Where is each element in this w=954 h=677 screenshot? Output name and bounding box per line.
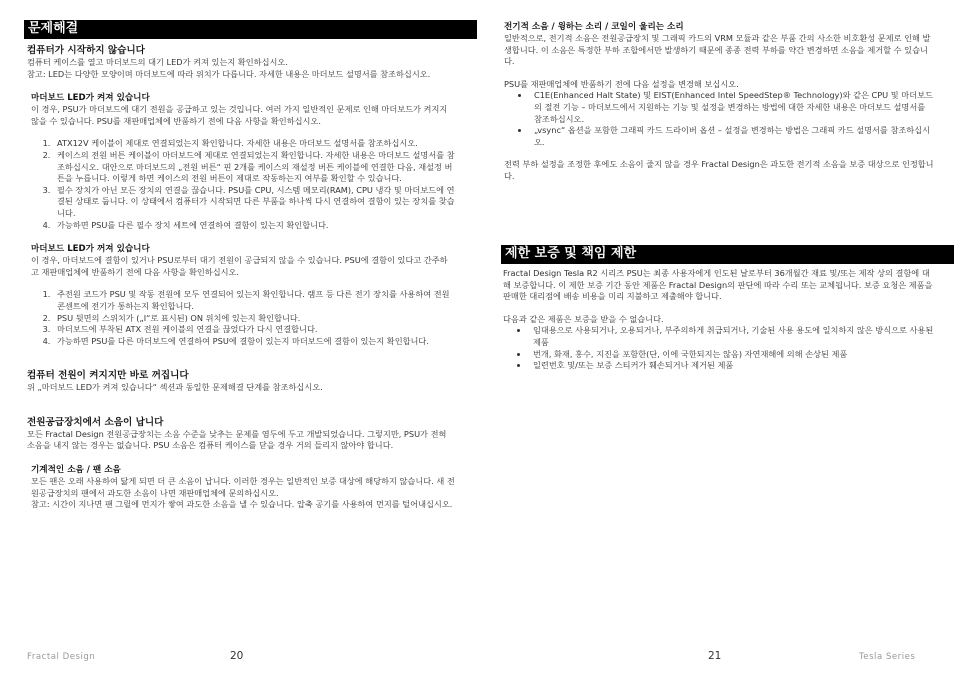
list-item: 1. ATX12V 케이블이 제대로 연결되었는지 확인합니다. 자세한 내용은 마더보드 설명서를 참조하십시오. — [53, 138, 455, 150]
paragraph: 이 경우, PSU가 마더보드에 대기 전원을 공급하고 있는 것입니다. 여러 가지 일반적인 문제로 인해 마더보드가 켜지지 않을 수 있습니다. PSU를 재판매업체에 반품하기 전에 다음 사항을 확인하십시오. — [31, 104, 448, 126]
heading-electrical-noise: 전기적 소음 / 윙하는 소리 / 코일이 울리는 소리 — [504, 22, 684, 32]
footer-brand: Fractal Design — [27, 652, 96, 662]
page-number: 21 — [708, 650, 722, 662]
page-number: 20 — [230, 650, 244, 662]
section-banner-warranty — [501, 245, 954, 264]
list-item: • „vsync“ 옵션을 포함한 그래픽 카드 드라이버 옵션 – 설정을 변경하는 방법은 그래픽 카드 설명서를 참조하십시오. — [530, 125, 934, 148]
right-content-top — [504, 22, 934, 183]
paragraph: PSU를 재판매업체에 반품하기 전에 다음 설정을 변경해 보십시오. — [504, 78, 739, 89]
page-21 — [477, 0, 954, 677]
settings-list — [504, 90, 934, 148]
paragraph: 모든 Fractal Design 전원공급장치는 소음 수준을 낮추는 문제를 염두에 두고 개발되었습니다. 그렇지만, PSU가 전혀 소음을 내지 않는 경우는 없습니다. PSU 소음은 컴퓨터 케이스를 닫을 경우 거의 들리지 않아야 합니다. — [27, 428, 447, 451]
heading-psu-noise: 전원공급장치에서 소음이 납니다 — [27, 416, 164, 428]
heading-mb-led-on: 마더보드 LED가 켜져 있습니다 — [31, 93, 150, 104]
list-item: • 일련번호 및/또는 보증 스티커가 훼손되거나 제거된 제품 — [529, 360, 935, 372]
paragraph: 일반적으로, 전기적 소음은 전원공급장치 및 그래픽 카드의 VRM 모듈과 같은 부품 간의 사소한 비호환성 문제로 인해 발생합니다. 이 소음은 특정한 부하 조합에서만 발생하기 때문에 종종 전력 부하를 약간 변경하면 소음을 제거할 수 있습니다. — [504, 33, 931, 67]
paragraph: 컴퓨터 케이스를 열고 마더보드의 대기 LED가 켜져 있는지 확인하십시오. — [27, 57, 288, 67]
right-content-warranty — [503, 268, 935, 372]
paragraph-note: 참고: LED는 다양한 모양이며 마더보드에 따라 위치가 다릅니다. 자세한 내용은 마더보드 설명서를 참조하십시오. — [27, 68, 431, 79]
left-content — [27, 45, 455, 511]
list-item: • C1E(Enhanced Halt State) 및 EIST(Enhanced Intel SpeedStep® Technology)와 같은 CPU 및 마더보드의 절전 기능 – 마더보드에서 지원하는 기능 및 설정을 변경하는 방법에 대한 자세한 내용은 마더보드 설명서를 참조하십시오. — [530, 90, 934, 125]
paragraph: 다음과 같은 제품은 보증을 받을 수 없습니다. — [503, 313, 664, 324]
heading-fan-noise: 기계적인 소음 / 팬 소음 — [31, 465, 121, 476]
list-item: • 번개, 화재, 홍수, 지진을 포함한(단, 이에 국한되지는 않음) 자연재해에 의해 손상된 제품 — [529, 349, 935, 361]
banner-title: 문제해결 — [28, 21, 79, 36]
list-item: 2. 케이스의 전원 버튼 케이블이 마더보드에 제대로 연결되었는지 확인합니다. 자세한 내용은 마더보드 설명서를 참조하십시오. 대안으로 마더보드의 „전원 버튼“ 핀 2개를 케이스의 재설정 버튼 케이블에 연결한 다음, 재설정 버튼을 누릅니다. 이렇게 하면 케이스의 전원 버튼이 제대로 작동하는지 여부를 확인할 수 있습니다. — [53, 150, 455, 185]
checklist-led-off — [27, 289, 455, 347]
paragraph: 이 경우, 마더보드에 결함이 있거나 PSU로부터 대기 전원이 공급되지 않을 수 있습니다. PSU에 결함이 있다고 간주하고 재판매업체에 반품하기 전에 다음 사항을 확인하십시오. — [31, 255, 448, 277]
list-item: 3. 마더보드에 부착된 ATX 전원 케이블의 연결을 끊었다가 다시 연결합니다. — [53, 324, 455, 336]
paragraph: Fractal Design Tesla R2 시리즈 PSU는 최종 사용자에게 인도된 날로부터 36개월간 재료 및/또는 제작 상의 결함에 대해 보증합니다. 이 제한 보증 기간 동안 제품은 Fractal Design의 판단에 따라 수리 또는 교체됩니다. 보증 요청은 제품을 판매한 대리점에 배송 비용을 미리 지불하고 제출해야 합니다. — [503, 268, 933, 302]
heading-powers-on-then-off: 컴퓨터 전원이 켜지지만 바로 꺼집니다 — [27, 370, 189, 382]
footer-series: Tesla Series — [859, 652, 916, 662]
list-item: 4. 가능하면 PSU를 다른 마더보드에 연결하여 PSU에 결함이 있는지 마더보드에 결함이 있는지 확인합니다. — [53, 336, 455, 348]
heading-computer-not-starting: 컴퓨터가 시작하지 않습니다 — [27, 45, 145, 56]
list-item: 3. 필수 장치가 아닌 모든 장치의 연결을 끊습니다. PSU를 CPU, 시스템 메모리(RAM), CPU 냉각 및 마더보드에 연결된 상태로 둡니다. 이 상태에서 컴퓨터가 시작되면 다른 부품을 하나씩 다시 연결하여 결함이 있는 장치를 찾습니다. — [53, 185, 455, 220]
paragraph-note: 참고: 시간이 지나면 팬 그릴에 먼지가 쌓여 과도한 소음을 낼 수 있습니다. 압축 공기를 사용하여 먼지를 털어내십시오. — [31, 499, 453, 510]
paragraph: 위 „마더보드 LED가 켜져 있습니다“ 섹션과 동일한 문제해결 단계를 참조하십시오. — [27, 382, 323, 393]
paragraph: 전력 부하 설정을 조정한 후에도 소음이 줄지 않을 경우 Fractal Design은 과도한 전기적 소음을 보증 대상으로 인정합니다. — [504, 159, 934, 181]
banner-title: 제한 보증 및 책임 제한 — [505, 246, 637, 261]
list-item: 4. 가능하면 PSU를 다른 필수 장치 세트에 연결하여 결함이 있는지 확인합니다. — [53, 220, 455, 232]
heading-mb-led-off: 마더보드 LED가 꺼져 있습니다 — [31, 244, 150, 255]
paragraph: 모든 팬은 오래 사용하여 닳게 되면 더 큰 소음이 납니다. 이러한 경우는 일반적인 보증 대상에 해당하지 않습니다. 새 전원공급장치의 팬에서 과도한 소음이 나면 재판매업체에 문의하십시오. — [31, 476, 455, 498]
list-item: 2. PSU 뒷면의 스위치가 („I“로 표시된) ON 위치에 있는지 확인합니다. — [53, 313, 455, 325]
list-item: 1. 주전원 코드가 PSU 및 작동 전원에 모두 연결되어 있는지 확인합니다. 램프 등 다른 전기 장치를 사용하여 전원 콘센트에 전기가 통하는지 확인합니다. — [53, 289, 455, 312]
checklist-led-on — [27, 138, 455, 231]
exclusions-list — [503, 325, 935, 371]
list-item: • 임대용으로 사용되거나, 오용되거나, 부주의하게 취급되거나, 기술된 사용 용도에 일치하지 않은 방식으로 사용된 제품 — [529, 325, 935, 348]
section-banner-troubleshooting — [24, 20, 477, 39]
